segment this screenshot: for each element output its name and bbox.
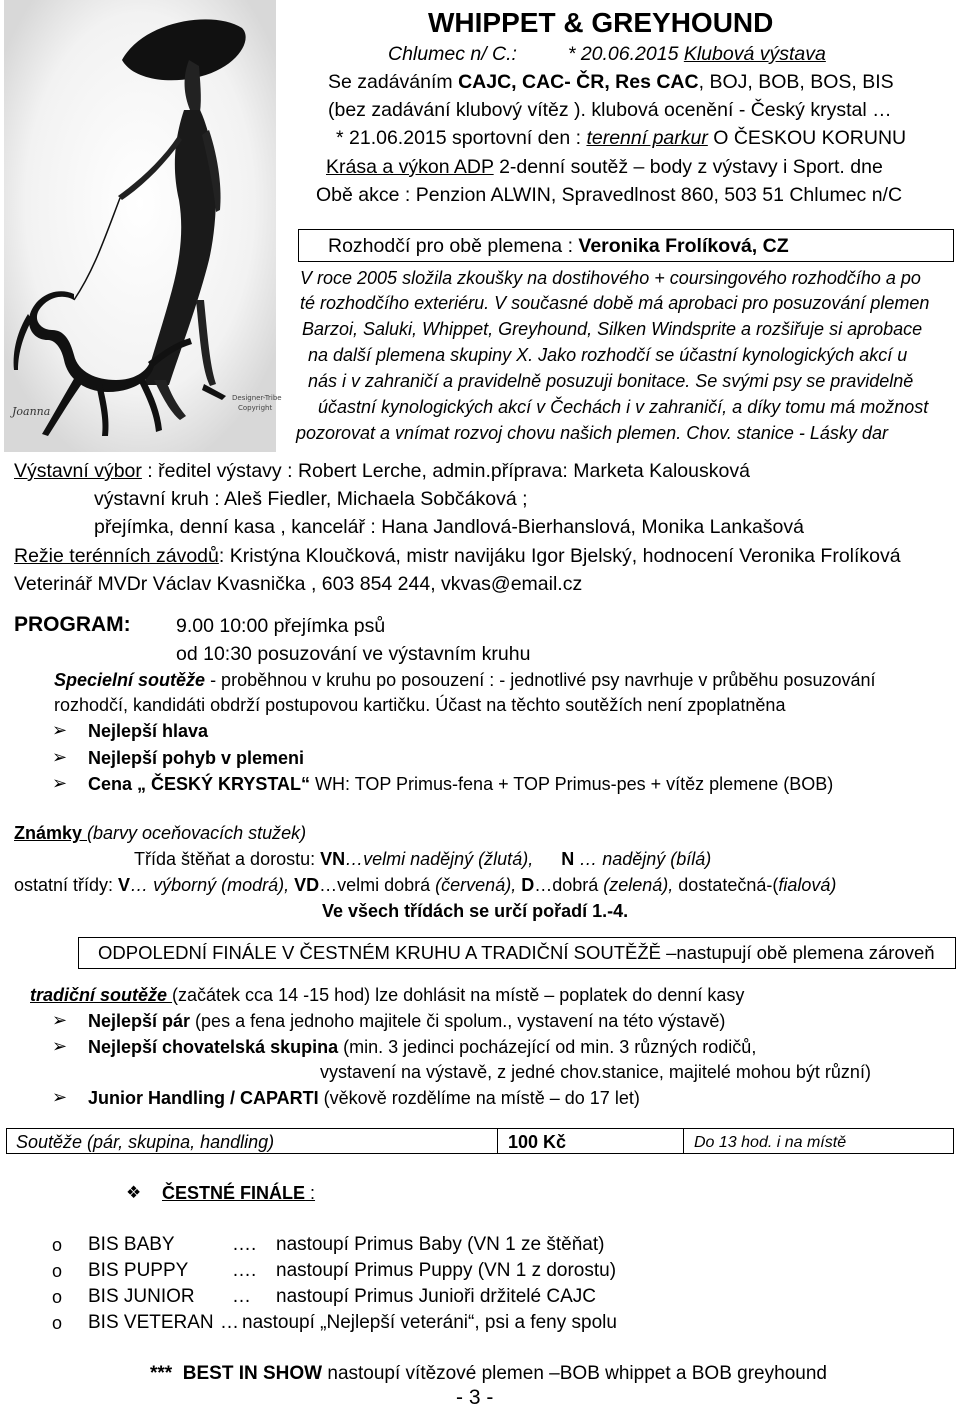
- judge-bio-line-3: Barzoi, Saluki, Whippet, Greyhound, Silken Windsprite a rozšiřuje si aprobace: [302, 319, 923, 339]
- judge-bio-line-6: účastní kynologických akcí v Čechách i v zahraničí, a díky tomu má možnost: [318, 397, 929, 417]
- bis-puppy-text: nastoupí Primus Puppy (VN 1 z dorostu): [276, 1260, 617, 1281]
- judge-bio-line-7: pozorovat a vnímat rozvoj chovu našich plemen. Chov. stanice - Lásky dar: [296, 423, 888, 443]
- header-line-1: Chlumec n/ C.: * 20.06.2015 Klubová výstava: [388, 43, 826, 65]
- header-line-4: * 21.06.2015 sportovní den : terenní parkur O ČESKOU KORUNU: [336, 127, 907, 149]
- special-line-1: Specielní soutěže - proběhnou v kruhu po posouzení : - jednotlivé psy navrhuje v průběhu posuzování: [54, 670, 876, 690]
- program-label: PROGRAM:: [14, 613, 131, 636]
- bis-baby-name: BIS BABY: [88, 1234, 175, 1255]
- honor-finale-heading: ČESTNÉ FINÁLE :: [162, 1183, 316, 1203]
- traditional-heading: tradiční soutěže (začátek cca 14 -15 hod) lze dohlásit na místě – poplatek do denní kasy: [30, 985, 745, 1005]
- copyright-line1: Designer-Tribe: [232, 394, 282, 402]
- program-line-2: od 10:30 posuzování ve výstavním kruhu: [176, 643, 531, 665]
- bis-junior-name: BIS JUNIOR: [88, 1286, 195, 1307]
- bis-puppy-dots: ….: [232, 1260, 257, 1281]
- arrow-bullet-icon: ➢: [52, 720, 68, 740]
- bis-junior-text: nastoupí Primus Junioři držitelé CAJC: [276, 1286, 596, 1307]
- traditional-item-3: Junior Handling / CAPARTI (věkově rozdělíme na místě – do 17 let): [88, 1088, 640, 1108]
- office-line: přejímka, denní kasa , kancelář : Hana Jandlová-Bierhanslová, Monika Lankašová: [94, 516, 804, 538]
- bis-veteran-name: BIS VETERAN: [88, 1312, 214, 1333]
- bis-veteran-text: nastoupí „Nejlepší veteráni“, psi a feny spolu: [242, 1312, 617, 1333]
- price-table-competitions: Soutěže (pár, skupina, handling): [16, 1132, 275, 1152]
- special-item-2: Nejlepší pohyb v plemeni: [88, 748, 305, 768]
- special-item-3: Cena „ ČESKÝ KRYSTAL“ WH: TOP Primus-fena + TOP Primus-pes + vítěz plemene (BOB): [88, 774, 834, 794]
- arrow-bullet-icon: ➢: [52, 1087, 68, 1107]
- bis-veteran-dots: …: [220, 1312, 239, 1333]
- artist-signature: Joanna: [12, 405, 51, 418]
- judge-bio-line-4: na další plemena skupiny X. Jako rozhodčí se účastní kynologických akcí u: [308, 345, 908, 365]
- judge-bio-line-1: V roce 2005 složila zkoušky na dostihového + coursingového rozhodčího a po: [300, 268, 921, 288]
- special-line-2: rozhodčí, kandidáti obdrží postupovou kartičku. Účast na těchto soutěžích není zpoplatněna: [54, 695, 786, 715]
- program-line-1: 9.00 10:00 přejímka psů: [176, 615, 386, 637]
- page-title: WHIPPET & GREYHOUND: [428, 7, 774, 38]
- bis-puppy-name: BIS PUPPY: [88, 1260, 189, 1281]
- bis-baby-dots: ….: [232, 1234, 257, 1255]
- grades-heading: Známky (barvy oceňovacích stužek): [14, 823, 307, 843]
- lady-with-greyhound-illustration: [4, 0, 282, 452]
- header-line-3: (bez zadávání klubový vítěz ). klubová ocenění - Český krystal …: [328, 99, 892, 121]
- grades-order-line: Ve všech třídách se určí pořadí 1.-4.: [322, 901, 629, 921]
- price-table-fee: 100 Kč: [508, 1132, 567, 1152]
- grades-other-line: ostatní třídy: V… výborný (modrá), VD…velmi dobrá (červená), D…dobrá (zelená), dostatečná-(fialová): [14, 875, 837, 895]
- header-line-6: Obě akce : Penzion ALWIN, Spravedlnost 860, 503 51 Chlumec n/C: [316, 184, 903, 206]
- special-item-1: Nejlepší hlava: [88, 721, 209, 741]
- page-number: - 3 -: [456, 1386, 494, 1409]
- circle-bullet-icon: o: [52, 1313, 63, 1333]
- bis-baby-text: nastoupí Primus Baby (VN 1 ze štěňat): [276, 1234, 605, 1255]
- copyright-line2: Copyright: [238, 404, 273, 412]
- circle-bullet-icon: o: [52, 1287, 63, 1307]
- circle-bullet-icon: o: [52, 1261, 63, 1281]
- finale-box-text: ODPOLEDNÍ FINÁLE V ČESTNÉM KRUHU A TRADIČNÍ SOUTĚŽĚ –nastupují obě plemena zároveň: [98, 942, 935, 963]
- grades-puppy-line: Třída štěňat a dorostu: VN…velmi nadějný (žlutá), N … nadějný (bílá): [134, 849, 712, 869]
- price-table-deadline: Do 13 hod. i na místě: [694, 1134, 847, 1151]
- arrow-bullet-icon: ➢: [52, 1036, 68, 1056]
- judge-bio-line-2: té rozhodčího exteriéru. V současné době má aprobaci pro posuzování plemen: [300, 293, 930, 313]
- judge-heading: Rozhodčí pro obě plemena : Veronika Frolíková, CZ: [328, 235, 789, 257]
- ring-line: výstavní kruh : Aleš Fiedler, Michaela Sobčáková ;: [94, 488, 528, 510]
- traditional-item-2-cont: vystavení na výstavě, z jedné chov.stanice, majitelé mohou být různí): [320, 1062, 871, 1082]
- vet-line: Veterinář MVDr Václav Kvasnička , 603 854 244, vkvas@email.cz: [14, 573, 583, 595]
- header-line-5: Krása a výkon ADP 2-denní soutěž – body z výstavy i Sport. dne: [326, 156, 883, 178]
- traditional-item-2: Nejlepší chovatelská skupina (min. 3 jedinci pocházející od min. 3 různých rodičů,: [88, 1037, 757, 1057]
- best-in-show-line: *** BEST IN SHOW nastoupí vítězové plemen –BOB whippet a BOB greyhound: [150, 1363, 827, 1384]
- arrow-bullet-icon: ➢: [52, 773, 68, 793]
- diamond-bullet-icon: ❖: [126, 1183, 142, 1202]
- arrow-bullet-icon: ➢: [52, 747, 68, 767]
- header-line-2: Se zadáváním CAJC, CAC- ČR, Res CAC, BOJ, BOB, BOS, BIS: [328, 71, 894, 93]
- judge-bio-line-5: nás i v zahraničí a pravidelně posuzuji bonitace. Se svými psy se pravidelně: [308, 371, 914, 391]
- arrow-bullet-icon: ➢: [52, 1010, 68, 1030]
- race-line: Režie terénních závodů: Kristýna Kloučková, mistr navijáku Igor Bjelský, hodnocení Veronika Frolíková: [14, 545, 901, 567]
- traditional-item-1: Nejlepší pár (pes a fena jednoho majitele či spolum., vystavení na této výstavě): [88, 1011, 726, 1031]
- bis-junior-dots: …: [232, 1286, 251, 1307]
- committee-line: Výstavní výbor : ředitel výstavy : Robert Lerche, admin.příprava: Marketa Kalousková: [14, 460, 750, 482]
- circle-bullet-icon: o: [52, 1235, 63, 1255]
